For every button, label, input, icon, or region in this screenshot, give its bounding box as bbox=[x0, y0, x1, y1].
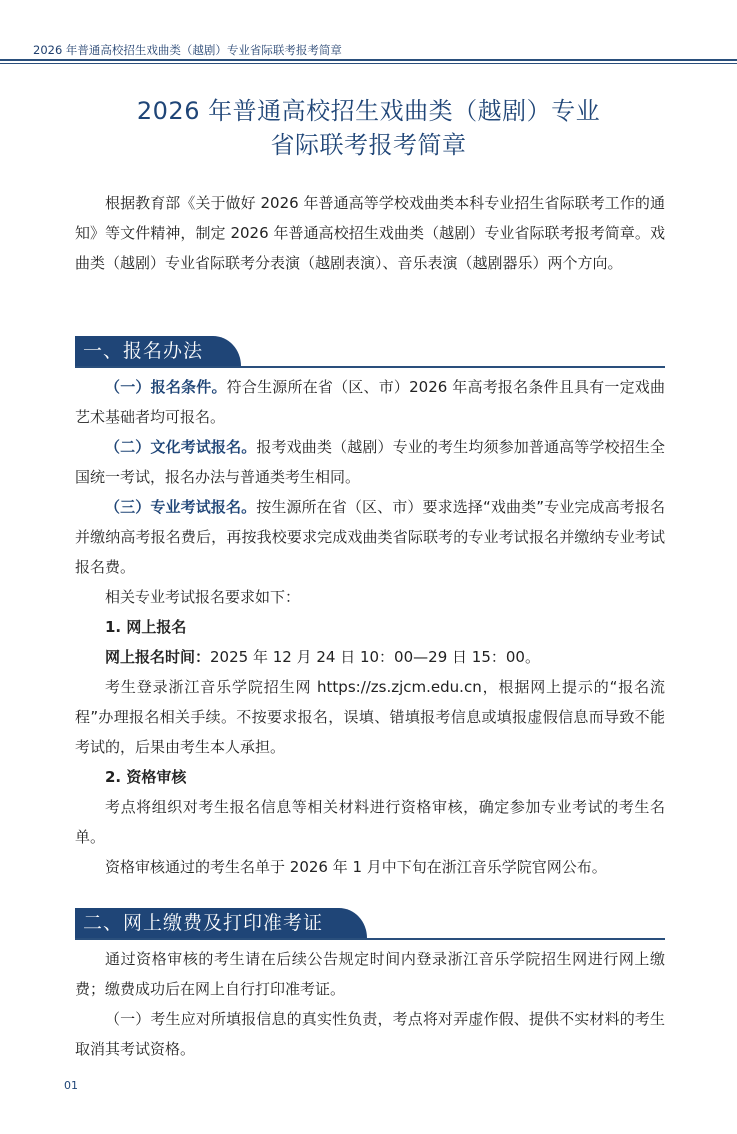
item-text: 报考戏曲类（越剧）专业的考生均须参加普通高等学校招生全国统一考试，报名办法与普通类考生相同。 bbox=[75, 438, 665, 486]
item-label: （一）报名条件。 bbox=[105, 378, 227, 396]
truthfulness-text: （一）考生应对所填报信息的真实性负责，考点将对弄虚作假、提供不实材料的考生取消其考试资格。 bbox=[75, 1010, 665, 1058]
running-header: 2026 年普通高校招生戏曲类（越剧）专业省际联考报考简章 bbox=[33, 43, 342, 57]
item-label: （二）文化考试报名。 bbox=[105, 438, 257, 456]
time-label: 网上报名时间： bbox=[105, 648, 211, 666]
item-culture-exam-registration bbox=[75, 432, 665, 492]
item-text: 按生源所在省（区、市）要求选择“戏曲类”专业完成高考报名并缴纳高考报名费后，再按我校要求完成戏曲类省际联考的专业考试报名并缴纳专业考试报名费。 bbox=[75, 498, 665, 576]
requirements-intro: 相关专业考试报名要求如下： bbox=[105, 588, 301, 606]
title-line-2: 省际联考报考简章 bbox=[270, 131, 467, 159]
item-registration-conditions bbox=[75, 372, 665, 432]
section-rule-1 bbox=[75, 366, 665, 368]
intro-paragraph: 根据教育部《关于做好 2026 年普通高等学校戏曲类本科专业招生省际联考工作的通知》等文件精神，制定 2026 年普通高校招生戏曲类（越剧）专业省际联考报考简章。戏曲类（越剧）专业省际联考分表演（越剧表演）、音乐表演（越剧器乐）两个方向。 bbox=[75, 194, 665, 272]
subheading-online-registration: 1. 网上报名 bbox=[105, 618, 187, 636]
payment-text: 通过资格审核的考生请在后续公告规定时间内登录浙江音乐学院招生网进行网上缴费；缴费成功后在网上自行打印准考证。 bbox=[75, 950, 665, 998]
qualification-review-text: 考点将组织对考生报名信息等相关材料进行资格审核，确定参加专业考试的考生名单。 bbox=[75, 798, 665, 846]
time-value: 2025 年 12 月 24 日 10：00—29 日 15：00。 bbox=[210, 648, 540, 666]
title-line-1: 2026 年普通高校招生戏曲类（越剧）专业 bbox=[136, 97, 601, 125]
section-tab-2: 二、网上缴费及打印准考证 bbox=[75, 908, 367, 938]
header-rule bbox=[0, 59, 737, 61]
item-text: 符合生源所在省（区、市）2026 年高考报名条件且具有一定戏曲艺术基础者均可报名。 bbox=[75, 378, 665, 426]
section-rule-2 bbox=[75, 938, 665, 940]
online-registration-time bbox=[75, 642, 665, 672]
section-heading-2 bbox=[75, 908, 665, 940]
section-tab-1: 一、报名办法 bbox=[75, 336, 241, 366]
qualification-result-text: 资格审核通过的考生名单于 2026 年 1 月中下旬在浙江音乐学院官网公布。 bbox=[105, 858, 607, 876]
header-rule-thin bbox=[0, 63, 737, 64]
document-title bbox=[0, 94, 737, 162]
page-number: 01 bbox=[64, 1079, 78, 1092]
item-professional-exam-registration bbox=[75, 492, 665, 582]
section-heading-1 bbox=[75, 336, 665, 368]
subheading-qualification-review: 2. 资格审核 bbox=[105, 768, 187, 786]
online-registration-text: 考生登录浙江音乐学院招生网 https://zs.zjcm.edu.cn，根据网上提示的“报名流程”办理报名相关手续。不按要求报名，误填、错填报考信息或填报虚假信息而导致不能考试的，后果由考生本人承担。 bbox=[75, 678, 665, 756]
item-label: （三）专业考试报名。 bbox=[105, 498, 257, 516]
